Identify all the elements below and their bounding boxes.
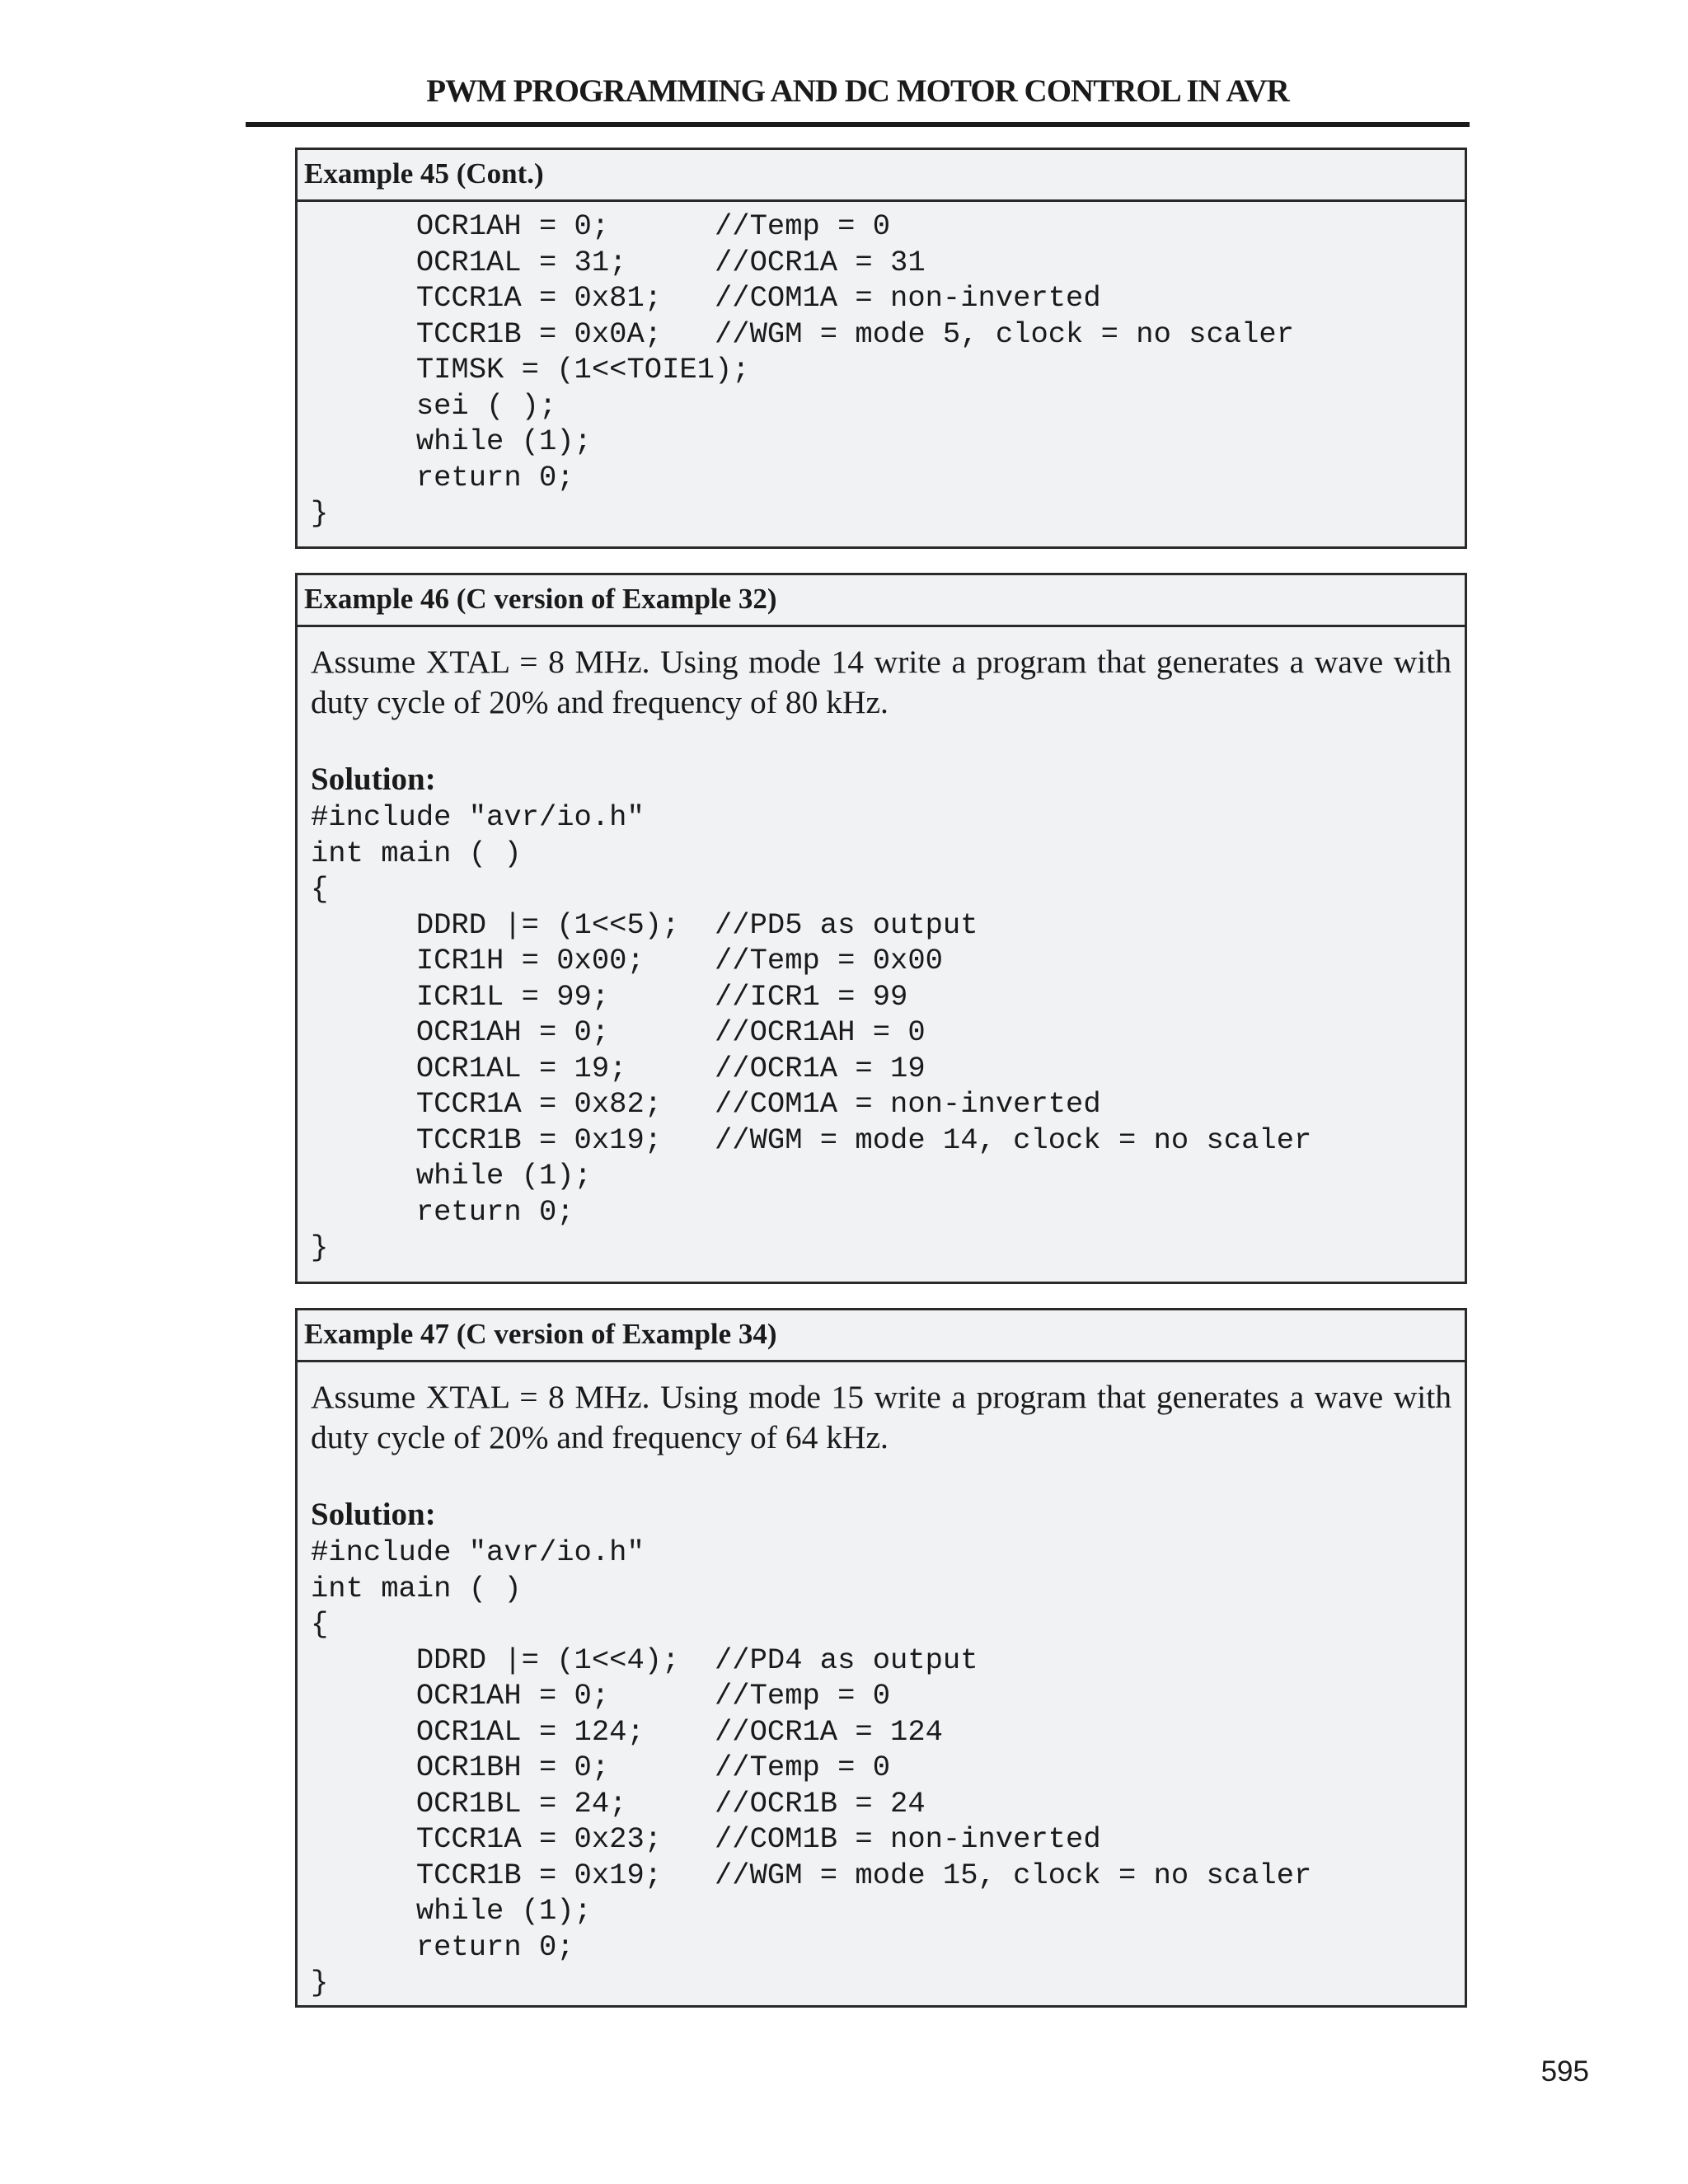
example-45-box	[295, 148, 1467, 549]
code-line: {	[311, 1607, 329, 1641]
code-line: sei ( );	[311, 388, 557, 423]
code-line: int main ( )	[311, 1571, 522, 1605]
code-line: int main ( )	[311, 836, 522, 870]
header-rule	[246, 122, 1470, 127]
code-line: return 0;	[311, 1194, 574, 1229]
code-block	[311, 209, 1451, 532]
example-47-box	[295, 1308, 1467, 2008]
code-line: DDRD |= (1<<5); //PD5 as output	[311, 907, 978, 942]
code-line: TCCR1B = 0x0A; //WGM = mode 5, clock = no scaler	[311, 316, 1294, 351]
problem-statement: Assume XTAL = 8 MHz. Using mode 14 write a program that generates a wave with duty cycle of 20% and frequency of 80 kHz.	[311, 644, 1451, 720]
example-title: Example 46 (C version of Example 32)	[298, 575, 1465, 627]
code-line: OCR1BH = 0; //Temp = 0	[311, 1750, 891, 1784]
code-line: TIMSK = (1<<TOIE1);	[311, 353, 750, 387]
example-46-box	[295, 573, 1467, 1284]
running-head: PWM PROGRAMMING AND DC MOTOR CONTROL IN AVR	[426, 73, 1289, 109]
code-line: OCR1AL = 19; //OCR1A = 19	[311, 1051, 926, 1085]
code-line: while (1);	[311, 1894, 592, 1928]
code-block	[311, 1535, 1451, 2001]
code-line: TCCR1A = 0x82; //COM1A = non-inverted	[311, 1087, 1101, 1121]
code-line: return 0;	[311, 460, 574, 494]
code-line: while (1);	[311, 1159, 592, 1193]
code-line: ICR1H = 0x00; //Temp = 0x00	[311, 944, 943, 977]
code-line: OCR1AH = 0; //Temp = 0	[311, 1679, 891, 1713]
example-body	[298, 627, 1465, 1266]
code-block	[311, 799, 1451, 1266]
solution-label: Solution:	[311, 1497, 436, 1532]
code-line: DDRD |= (1<<4); //PD4 as output	[311, 1643, 978, 1677]
example-body	[298, 1362, 1465, 2001]
example-title: Example 47 (C version of Example 34)	[298, 1310, 1465, 1362]
example-title: Example 45 (Cont.)	[298, 150, 1465, 202]
problem-statement: Assume XTAL = 8 MHz. Using mode 15 write a program that generates a wave with duty cycle of 20% and frequency of 64 kHz.	[311, 1379, 1451, 1455]
code-line: TCCR1B = 0x19; //WGM = mode 15, clock = no scaler	[311, 1858, 1312, 1892]
code-line: OCR1AH = 0; //OCR1AH = 0	[311, 1015, 926, 1049]
code-line: #include "avr/io.h"	[311, 1535, 645, 1569]
code-line: #include "avr/io.h"	[311, 800, 645, 834]
code-line: OCR1AH = 0; //Temp = 0	[311, 209, 891, 243]
code-line: OCR1BL = 24; //OCR1B = 24	[311, 1786, 926, 1821]
code-line: return 0;	[311, 1929, 574, 1964]
code-line: }	[311, 1230, 329, 1264]
code-line: TCCR1A = 0x81; //COM1A = non-inverted	[311, 281, 1101, 315]
solution-label: Solution:	[311, 762, 436, 797]
example-body	[298, 202, 1465, 532]
code-line: TCCR1B = 0x19; //WGM = mode 14, clock = no scaler	[311, 1122, 1312, 1157]
code-line: {	[311, 872, 329, 906]
code-line: OCR1AL = 31; //OCR1A = 31	[311, 245, 926, 279]
code-line: TCCR1A = 0x23; //COM1B = non-inverted	[311, 1822, 1101, 1856]
code-line: while (1);	[311, 424, 592, 458]
code-line: OCR1AL = 124; //OCR1A = 124	[311, 1714, 943, 1749]
page-number: 595	[1540, 2055, 1589, 2088]
code-line: }	[311, 1966, 329, 1999]
code-line: ICR1L = 99; //ICR1 = 99	[311, 979, 908, 1014]
code-line: }	[311, 496, 329, 530]
